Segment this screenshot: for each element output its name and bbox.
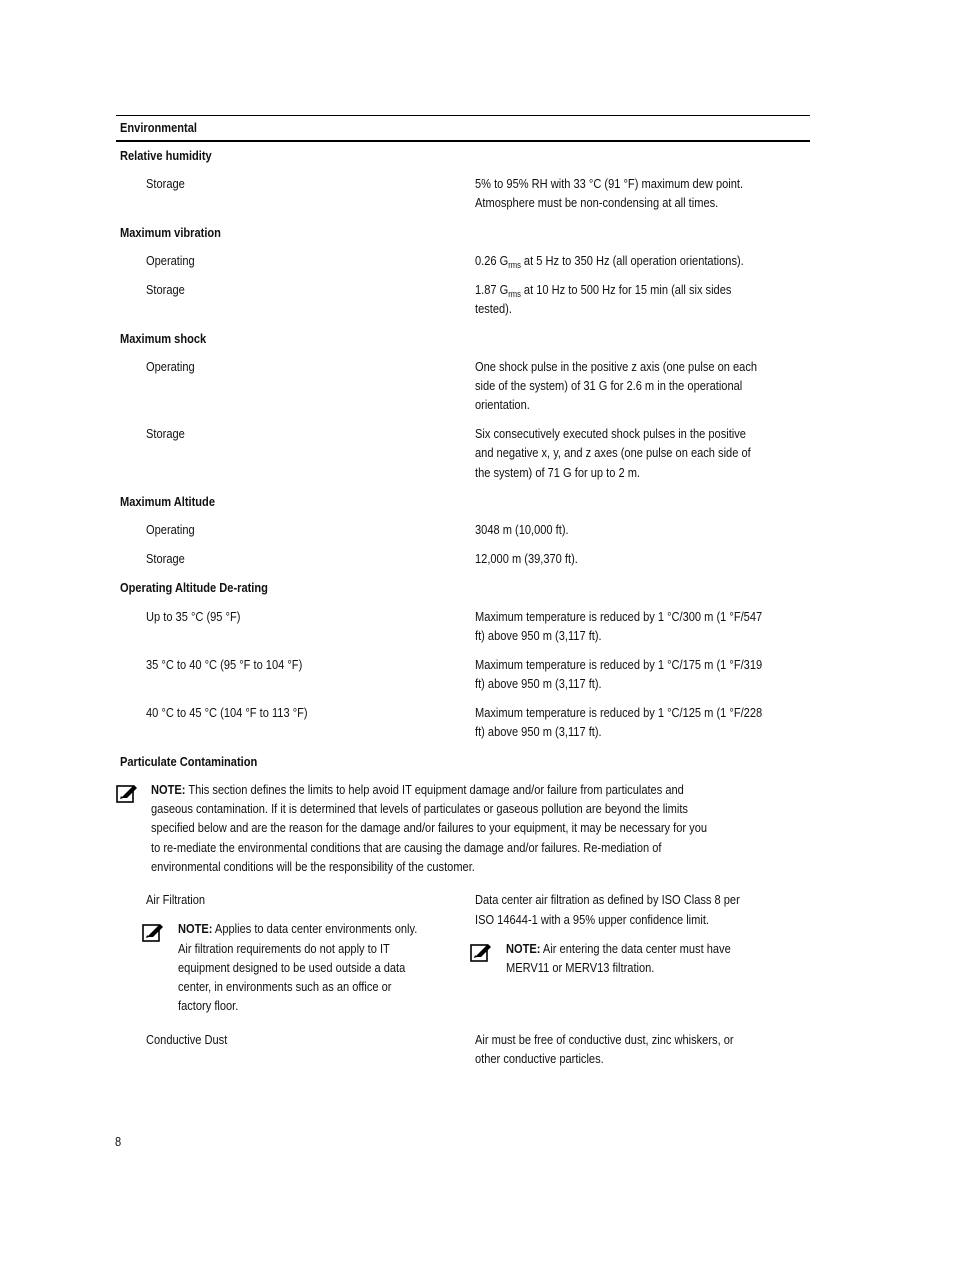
row-value-conductive-dust-line2: other conductive particles. [475,1051,604,1066]
row-value-altitude-operating: 3048 m (10,000 ft). [475,522,569,537]
table-header: Environmental [120,120,197,135]
note-particulate-line3: specified below and are the reason for the damage and/or failures to your equipment, it may be necessary for you [151,820,708,835]
note-particulate-line4: to re-mediate the environmental conditions that are causing the damage and/or failures. Re-mediation of [151,840,662,855]
row-label-vibration-operating: Operating [146,253,195,268]
rms-subscript: rms [508,289,521,299]
note-air-value-line2: MERV11 or MERV13 filtration. [506,960,655,975]
row-value-vibration-operating [475,251,744,270]
row-label-air-filtration: Air Filtration [146,892,206,907]
section-title-particulate: Particulate Contamination [120,754,258,769]
note-particulate-line2: gaseous contamination. If it is determined that levels of particulates or gaseous pollution are beyond the limits [151,801,688,816]
row-label-humidity-storage: Storage [146,176,185,191]
row-label-shock-operating: Operating [146,359,195,374]
row-label-derating-1: Up to 35 °C (95 °F) [146,609,241,624]
rms-subscript: rms [508,260,521,270]
row-value-vibration-storage-line2: tested). [475,301,512,316]
note-air-filtration-line5: factory floor. [178,998,239,1013]
row-label-altitude-operating: Operating [146,522,195,537]
row-value-derating-1-line1: Maximum temperature is reduced by 1 °C/300 m (1 °F/547 [475,609,763,624]
row-label-derating-3: 40 °C to 45 °C (104 °F to 113 °F) [146,705,308,720]
row-value-shock-operating-line3: orientation. [475,397,530,412]
row-value-derating-3-line2: ft) above 950 m (3,117 ft). [475,724,602,739]
row-value-shock-operating-line1: One shock pulse in the positive z axis (one pulse on each [475,359,758,374]
row-value-shock-operating-line2: side of the system) of 31 G for 2.6 m in the operational [475,378,743,393]
table-top-rule [116,115,810,116]
value-text: 1.87 G [475,282,509,297]
row-value-conductive-dust-line1: Air must be free of conductive dust, zinc whiskers, or [475,1032,734,1047]
row-value-air-filtration-line1: Data center air filtration as defined by ISO Class 8 per [475,892,740,907]
note-particulate-line5: environmental conditions will be the responsibility of the customer. [151,859,475,874]
note-text: Applies to data center environments only. [212,921,418,936]
row-value-derating-1-line2: ft) above 950 m (3,117 ft). [475,628,602,643]
note-label: NOTE: [151,782,186,797]
note-text: This section defines the limits to help avoid IT equipment damage and/or failure from particulates and [185,782,684,797]
note-pencil-icon [142,922,164,944]
note-air-filtration-line3: equipment designed to be used outside a data [178,960,406,975]
note-pencil-icon [470,942,492,964]
row-value-derating-2-line1: Maximum temperature is reduced by 1 °C/175 m (1 °F/319 [475,657,763,672]
row-value-derating-3-line1: Maximum temperature is reduced by 1 °C/125 m (1 °F/228 [475,705,763,720]
row-value-derating-2-line2: ft) above 950 m (3,117 ft). [475,676,602,691]
row-label-altitude-storage: Storage [146,551,185,566]
note-text: Air entering the data center must have [540,941,731,956]
value-text: at 10 Hz to 500 Hz for 15 min (all six sides [520,282,732,297]
table-header-rule [116,140,810,142]
value-text: at 5 Hz to 350 Hz (all operation orientations). [520,253,744,268]
section-title-derating: Operating Altitude De-rating [120,580,268,595]
note-pencil-icon [116,783,138,805]
row-value-shock-storage-line2: and negative x, y, and z axes (one pulse on each side of [475,445,751,460]
row-label-vibration-storage: Storage [146,282,185,297]
section-title-vibration: Maximum vibration [120,225,221,240]
note-particulate-line1 [151,780,684,799]
note-air-filtration-line4: center, in environments such as an office or [178,979,392,994]
row-value-shock-storage-line3: the system) of 71 G for up to 2 m. [475,465,641,480]
section-title-altitude: Maximum Altitude [120,494,215,509]
row-value-vibration-storage-line1 [475,280,731,299]
row-label-derating-2: 35 °C to 40 °C (95 °F to 104 °F) [146,657,303,672]
page-number: 8 [115,1134,122,1149]
note-air-filtration-line1 [178,919,417,938]
section-title-shock: Maximum shock [120,331,207,346]
note-label: NOTE: [178,921,213,936]
note-air-filtration-line2: Air filtration requirements do not apply to IT [178,941,390,956]
row-value-shock-storage-line1: Six consecutively executed shock pulses in the positive [475,426,746,441]
row-label-shock-storage: Storage [146,426,185,441]
section-title-humidity: Relative humidity [120,148,212,163]
row-value-altitude-storage: 12,000 m (39,370 ft). [475,551,578,566]
row-value-humidity-storage-line2: Atmosphere must be non-condensing at all times. [475,195,719,210]
row-label-conductive-dust: Conductive Dust [146,1032,228,1047]
row-value-humidity-storage-line1: 5% to 95% RH with 33 °C (91 °F) maximum dew point. [475,176,744,191]
note-label: NOTE: [506,941,541,956]
note-air-value-line1 [506,939,731,958]
value-text: 0.26 G [475,253,509,268]
row-value-air-filtration-line2: ISO 14644-1 with a 95% upper confidence limit. [475,912,709,927]
